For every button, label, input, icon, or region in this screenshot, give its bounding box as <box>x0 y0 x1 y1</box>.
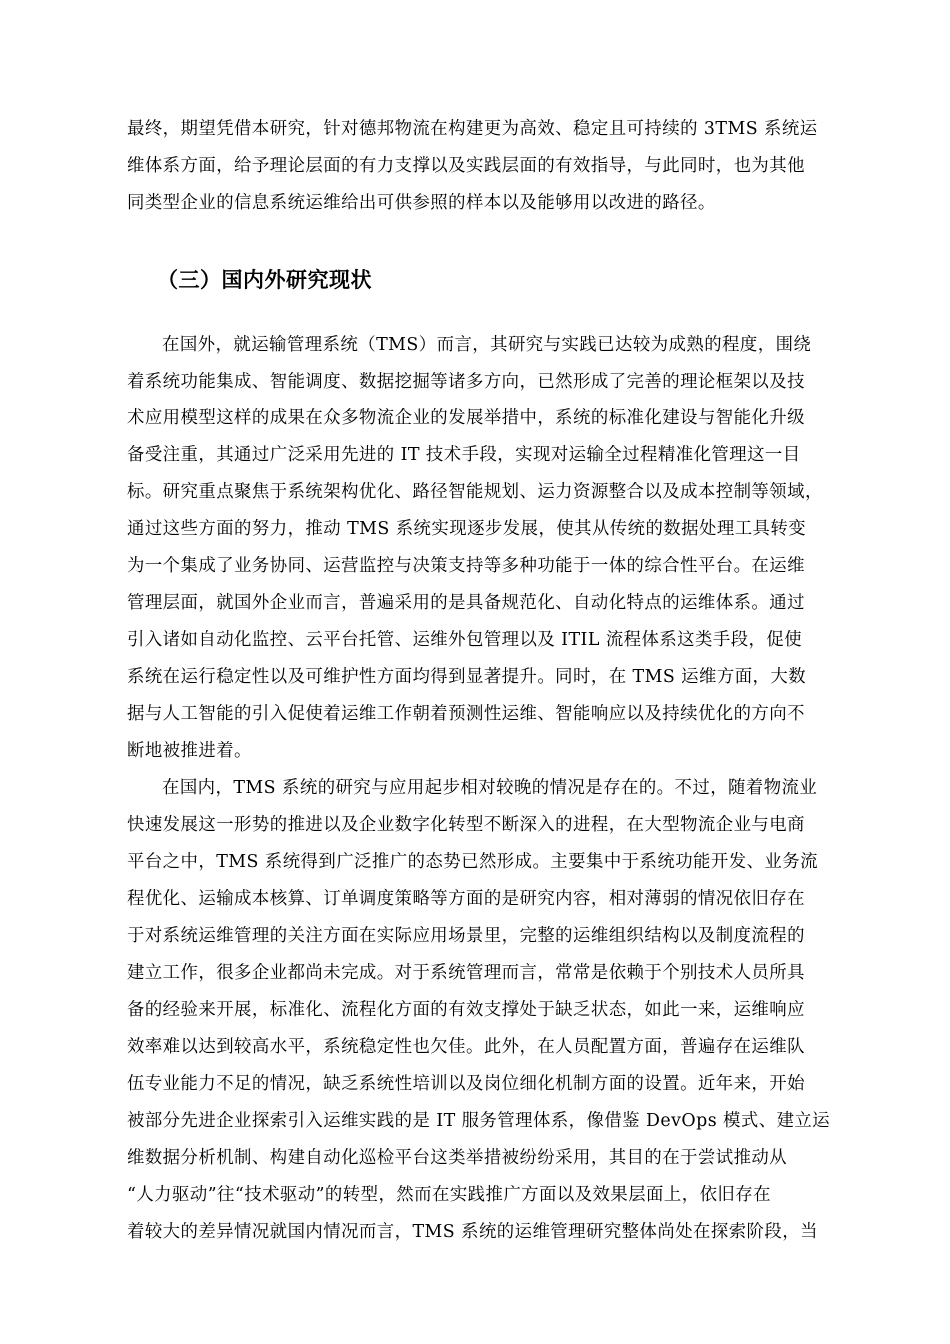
paragraph-3-line-7: 备的经验来开展，标准化、流程化方面的有效支撑处于缺乏状态，如此一来，运维响应 <box>127 1000 805 1020</box>
paragraph-3-line-13: 着较大的差异情况就国内情况而言，TMS 系统的运维管理研究整体尚处在探索阶段，当 <box>127 1222 818 1242</box>
paragraph-2-line-1: 在国外，就运输管理系统（TMS）而言，其研究与实践已达较为成熟的程度，围绕 <box>162 335 812 355</box>
paragraph-3-line-5: 于对系统运维管理的关注方面在实际应用场景里，完整的运维组织结构以及制度流程的 <box>127 926 805 946</box>
paragraph-2-line-10: 系统在运行稳定性以及可维护性方面均得到显著提升。同时，在 TMS 运维方面，大数 <box>127 667 807 687</box>
paragraph-2-line-12: 断地被推进着。 <box>127 741 252 761</box>
paragraph-2-line-3: 术应用模型这样的成果在众多物流企业的发展举措中，系统的标准化建设与智能化升级 <box>127 408 805 428</box>
paragraph-2-line-5: 标。研究重点聚焦于系统架构优化、路径智能规划、运力资源整合以及成本控制等领域， <box>127 482 823 502</box>
paragraph-3-line-9: 伍专业能力不足的情况，缺乏系统性培训以及岗位细化机制方面的设置。近年来，开始 <box>127 1074 805 1094</box>
paragraph-2-line-2: 着系统功能集成、智能调度、数据挖掘等诸多方向，已然形成了完善的理论框架以及技 <box>127 372 805 392</box>
paragraph-3-line-2: 快速发展这一形势的推进以及企业数字化转型不断深入的进程，在大型物流企业与电商 <box>127 815 805 835</box>
paragraph-3-line-10: 被部分先进企业探索引入运维实践的是 IT 服务管理体系，像借鉴 DevOps 模式、建立运 <box>127 1111 831 1131</box>
paragraph-1-line-2: 维体系方面，给予理论层面的有力支撑以及实践层面的有效指导，与此同时，也为其他 <box>127 156 805 176</box>
paragraph-2-line-7: 为一个集成了业务协同、运营监控与决策支持等多种功能于一体的综合性平台。在运维 <box>127 556 805 576</box>
paragraph-3-line-11: 维数据分析机制、构建自动化巡检平台这类举措被纷纷采用，其目的在于尝试推动从 <box>127 1148 788 1168</box>
paragraph-1-line-1: 最终，期望凭借本研究，针对德邦物流在构建更为高效、稳定且可持续的 3TMS 系统运 <box>127 119 818 139</box>
paragraph-2-line-4: 备受注重，其通过广泛采用先进的 IT 技术手段，实现对运输全过程精准化管理这一目 <box>127 445 801 465</box>
paragraph-3-line-8: 效率难以达到较高水平，系统稳定性也欠佳。此外，在人员配置方面，普遍存在运维队 <box>127 1037 805 1057</box>
paragraph-1-line-3: 同类型企业的信息系统运维给出可供参照的样本以及能够用以改进的路径。 <box>127 193 716 213</box>
section-heading: （三）国内外研究现状 <box>157 268 372 292</box>
paragraph-3-line-3: 平台之中，TMS 系统得到广泛推广的态势已然形成。主要集中于系统功能开发、业务流 <box>127 852 818 872</box>
paragraph-3-line-12: “人力驱动”往“技术驱动”的转型，然而在实践推广方面以及效果层面上，依旧存在 <box>127 1185 771 1205</box>
paragraph-2-line-8: 管理层面，就国外企业而言，普遍采用的是具备规范化、自动化特点的运维体系。通过 <box>127 593 805 613</box>
paragraph-2-line-6: 通过这些方面的努力，推动 TMS 系统实现逐步发展，使其从传统的数据处理工具转变 <box>127 519 807 539</box>
paragraph-2-line-9: 引入诸如自动化监控、云平台托管、运维外包管理以及 ITIL 流程体系这类手段，促使 <box>127 630 803 650</box>
paragraph-3-line-6: 建立工作，很多企业都尚未完成。对于系统管理而言，常常是依赖于个别技术人员所具 <box>127 963 805 983</box>
paragraph-3-line-4: 程优化、运输成本核算、订单调度策略等方面的是研究内容，相对薄弱的情况依旧存在 <box>127 889 805 909</box>
paragraph-3-line-1: 在国内，TMS 系统的研究与应用起步相对较晚的情况是存在的。不过，随着物流业 <box>162 778 818 798</box>
paragraph-2-line-11: 据与人工智能的引入促使着运维工作朝着预测性运维、智能响应以及持续优化的方向不 <box>127 704 805 724</box>
